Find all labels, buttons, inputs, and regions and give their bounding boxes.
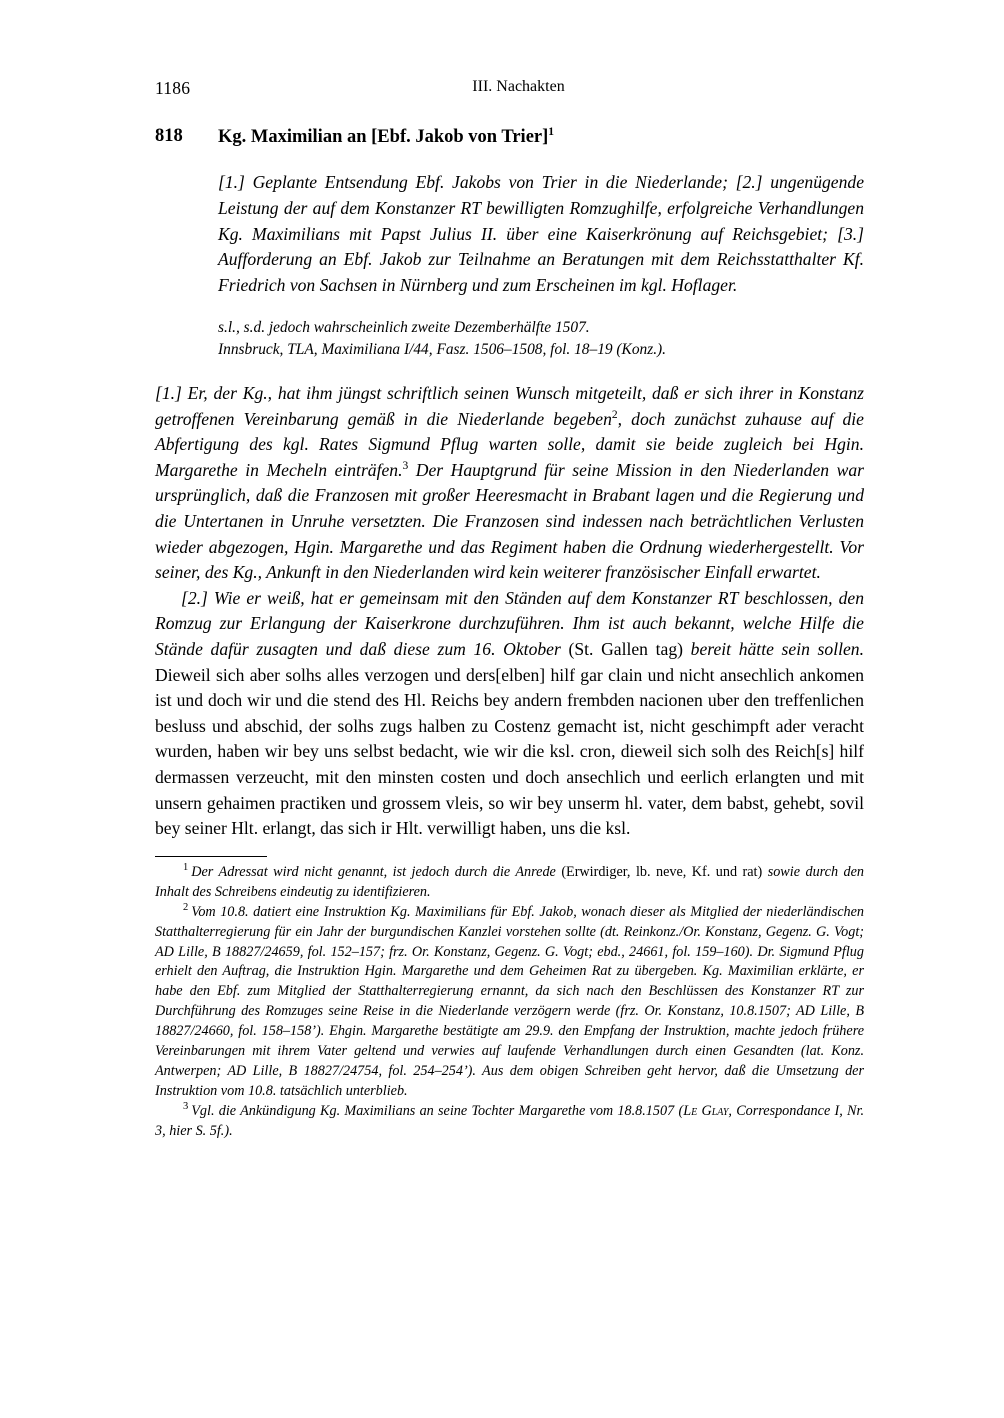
document-number: 818 (155, 126, 183, 146)
footnote-1-italic-2: sowie durch den Inhalt des Schreibens eindeutig zu identifizieren. (155, 863, 864, 900)
paragraph-1-part-a: [1.] Er, der Kg., hat ihm jüngst schriftlich seinen Wunsch mitgeteilt, daß er sich ihrer in Konstanz getroffenen Vereinbarung gemäß in die Niederlande begeben (155, 383, 864, 429)
body-paragraph-2 (155, 586, 864, 842)
footnote-3 (155, 1102, 864, 1142)
footnote-1-italic-1: Der Adressat wird nicht genannt, ist jedoch durch die Anrede (191, 863, 562, 880)
footnote-3-text-1: Vgl. die Ankündigung Kg. Maximilians an seine Tochter Margarethe vom 18.8.1507 ( (191, 1103, 684, 1120)
body-text (155, 381, 864, 842)
source-date-line: s.l., s.d. jedoch wahrscheinlich zweite Dezemberhälfte 1507. (218, 318, 590, 336)
source-archive-line: Innsbruck, TLA, Maximiliana I/44, Fasz. 1506–1508, fol. 18–19 (Konz.). (218, 341, 667, 358)
footnote-1 (155, 863, 864, 903)
footnote-area (155, 856, 864, 1142)
footnote-3-smallcaps-author: Le Glay (683, 1103, 729, 1120)
paragraph-1-part-c: Der Hauptgrund für seine Mission in den Niederlanden war ursprünglich, daß die Franzosen mit großer Heeresmacht in Brabant lagen und die Regierung und die Untertanen in Unruhe versetzten. Die Franzosen sind indessen nach beträchtlichen Verlusten wieder abgezogen, Hgin. Margarethe und das Regiment haben die Ordnung wiederhergestellt. Vor seiner, des Kg., Ankunft in den Niederlanden wird kein weiterer französischer Einfall erwartet. (155, 459, 864, 583)
paragraph-2-roman-2: Dieweil sich aber solhs alles verzogen und ders[elben] hilf gar clain und nicht ansechlich ankomen ist und doch wir und die stend des Hl. Reichs bey andern frembden nacionen uber den treffenlichen besluss und abschid, der solhs zugs halben zu Costenz gemacht ist, nicht geschimpft ader veracht wurden, haben wir bey uns selbst bedacht, wie wir die ksl. cron, dieweil sich solh des Reich[s] hilf dermassen verzeucht, mit den minsten costen und doch ansechlich und eerlich erlangten und mit unsern gehaimen practiken und grossem vleis, so wir bey unserm hl. vater, dem babst, gehebt, sovil bey seiner Hlt. erlangt, das sich ir Hlt. verwilligt haben, uns die ksl. (155, 664, 864, 839)
footnote-3-text-2: , Correspondance I, Nr. 3, hier S. 5f.). (155, 1103, 865, 1140)
page-number: 1186 (155, 78, 191, 98)
footnote-separator-rule (155, 856, 267, 857)
running-head (155, 78, 864, 100)
footnote-1-roman-1: (Erwirdiger, lb. neve, Kf. und rat) (561, 863, 763, 880)
regest-summary: [1.] Geplante Entsendung Ebf. Jakobs von Trier in die Niederlande; [2.] ungenügende Leistung der auf dem Konstanzer RT bewilligten Romzughilfe, erfolgreiche Verhandlungen Kg. Maximilians mit Papst Julius II. über eine Kaiserkrönung auf Reichsgebiet; [3.] Aufforderung an Ebf. Jakob zur Teilnahme an Beratungen mit dem Reichsstatthalter Kf. Friedrich von Sachsen in Nürnberg und zum Erscheinen im kgl. Hoflager. (218, 172, 864, 296)
footnote-3-marker: 3 (183, 1101, 189, 1113)
document-heading (155, 126, 864, 148)
document-title-footnote-marker: 1 (548, 126, 555, 138)
running-head-section: III. Nachakten (472, 78, 565, 95)
footnote-2 (155, 903, 864, 1103)
paragraph-2-italic-2: bereit hätte sein sollen. (683, 638, 864, 659)
paragraph-2-italic-1: [2.] Wie er weiß, hat er gemeinsam mit den Ständen auf dem Konstanzer RT beschlossen, den Romzug zur Erlangung der Kaiserkrone durchzuführen. Ihm ist auch bekannt, welche Hilfe die Stände dafür zusagten und daß diese zum 16. Oktober (155, 587, 864, 659)
document-title: Kg. Maximilian an [Ebf. Jakob von Trier] (218, 127, 549, 148)
footnote-2-text: Vom 10.8. datiert eine Instruktion Kg. Maximilians für Ebf. Jakob, wonach dieser als Mitglied der niederländischen Statthalterregierung für ein Jahr der burgundischen Kanzlei vorstehen sollte (dt. Reinkonz./Or. Konstanz, Gegenz. G. Vogt; AD Lille, B 18827/24659, fol. 152–157; frz. Or. Konstanz, Gegenz. G. Vogt; ebd., 24661, fol. 159–160). Dr. Sigmund Pflug erhielt den Auftrag, die Instruktion Hgin. Margarethe und dem Geheimen Rat zu übergeben. Kg. Maximilian erklärte, er habe den Ebf. zum Mitglied der Statthalterregierung ernannt, da sich nach den Beschlüssen des Konstanzer RT zur Durchführung des Romzuges seine Reise in die Niederlande verzögern werde (frz. Or. Konstanz, 10.8.1507; AD Lille, B 18827/24660, fol. 158–158’). Ehgin. Margarethe bestätigte am 29.9. den Empfang der Instruktion, machte jedoch frühere Vereinbarungen mit ihrem Vater geltend und verwies auf laufende Verhandlungen durch einen Gesandten (lat. Konz. Antwerpen; AD Lille, B 18827/24754, fol. 254–254’). Aus dem obigen Schreiben geht hervor, daß die Umsetzung der Instruktion vom 10.8. tatsächlich unterblieb. (155, 903, 864, 1100)
source-block (218, 317, 864, 361)
footnote-ref-2: 2 (611, 408, 618, 421)
paragraph-1-part-b: , doch zunächst zuhause auf die Abfertigung des kgl. Rates Sigmund Pflug warten solle, damit sie beide zugleich bei Hgin. Margarethe in Mecheln einträfen. (155, 408, 864, 480)
paragraph-2-roman-1: (St. Gallen tag) (568, 638, 683, 659)
footnote-2-marker: 2 (183, 901, 189, 913)
body-paragraph-1 (155, 381, 864, 586)
footnote-ref-3: 3 (402, 459, 409, 472)
footnote-1-marker: 1 (183, 861, 189, 873)
